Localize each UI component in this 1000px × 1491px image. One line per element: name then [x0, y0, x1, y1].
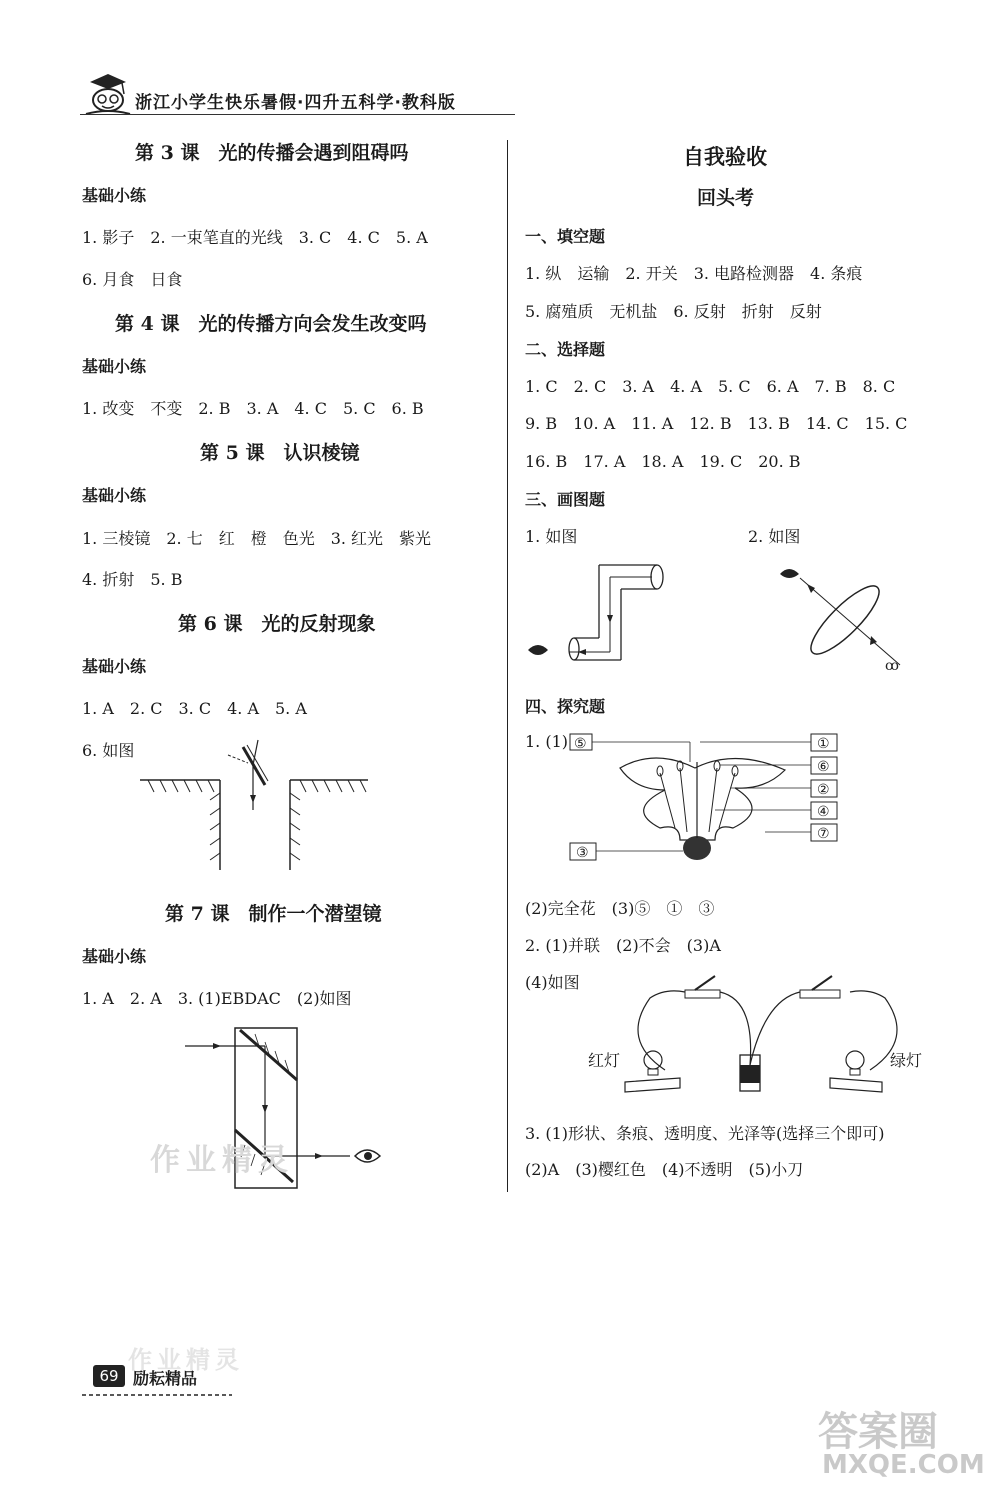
section-4-heading: 四、探究题 — [525, 697, 606, 716]
circuit-diagram — [620, 970, 923, 1100]
lesson-5-line-1: 1. 三棱镜 2. 七 红 橙 色光 3. 红光 紫光 — [82, 529, 432, 548]
flower-diagram — [565, 728, 865, 868]
flower-label-7: ⑦ — [817, 826, 830, 842]
section-2-line-2: 9. B 10. A 11. A 12. B 13. B 14. C 15. C — [525, 414, 908, 433]
section-1-line-1: 1. 纵 运输 2. 开关 3. 电路检测器 4. 条痕 — [525, 264, 863, 283]
section-2-line-1: 1. C 2. C 3. A 4. A 5. C 6. A 7. B 8. C — [525, 377, 896, 396]
footer-rule — [82, 1393, 242, 1399]
lesson-4-line-1: 1. 改变 不变 2. B 3. A 4. C 5. C 6. B — [82, 399, 424, 418]
self-check-title: 自我验收 — [683, 144, 767, 169]
svg-text:ꝏ: ꝏ — [885, 658, 899, 674]
lesson-6-title: 第 6 课 光的反射现象 — [178, 613, 376, 635]
section-3-fig-1-label: 1. 如图 — [525, 527, 578, 546]
site-logo: 答案圈 — [818, 1409, 938, 1455]
lens-figure — [775, 560, 925, 680]
green-lamp-label: 绿灯 — [890, 1051, 923, 1070]
flower-label-1: ① — [817, 736, 830, 752]
flower-label-4: ④ — [817, 804, 830, 820]
flower-label-2: ② — [817, 782, 830, 798]
lesson-6-line-2: 6. 如图 — [82, 741, 135, 760]
header-rule — [80, 114, 515, 115]
section-1-line-2: 5. 腐殖质 无机盐 6. 反射 折射 反射 — [525, 302, 822, 321]
pipe-light-figure — [524, 560, 694, 680]
lesson-5-sub: 基础小练 — [82, 486, 147, 505]
lesson-7-title: 第 7 课 制作一个潜望镜 — [165, 903, 382, 925]
section-3-fig-2-label: 2. 如图 — [748, 527, 801, 546]
q2-line-2: (4)如图 — [525, 973, 580, 992]
lesson-5-title: 第 5 课 认识棱镜 — [200, 442, 360, 464]
review-subtitle: 回头考 — [697, 187, 755, 209]
page-number: 69 — [93, 1365, 125, 1387]
q2-line-1: 2. (1)并联 (2)不会 (3)A — [525, 936, 721, 955]
lesson-6-sub: 基础小练 — [82, 657, 147, 676]
section-1-heading: 一、填空题 — [525, 227, 606, 246]
lesson-3-line-2: 6. 月食 日食 — [82, 270, 183, 289]
red-lamp-label: 红灯 — [588, 1051, 621, 1070]
q1-prefix: 1. (1) — [525, 732, 569, 751]
brand-name: 励耘精品 — [133, 1369, 198, 1388]
lesson-5-line-2: 4. 折射 5. B — [82, 570, 183, 589]
lesson-4-title: 第 4 课 光的传播方向会发生改变吗 — [115, 313, 427, 335]
q1-line-2: (2)完全花 (3)⑤ ① ③ — [525, 899, 715, 918]
q3-line-2: (2)A (3)樱红色 (4)不透明 (5)小刀 — [525, 1160, 804, 1179]
lesson-3-sub: 基础小练 — [82, 186, 147, 205]
lesson-3-title: 第 3 课 光的传播会遇到阻碍吗 — [135, 142, 409, 164]
watermark-2: 作业精灵 — [128, 1345, 244, 1374]
q3-line-1: 3. (1)形状、条痕、透明度、光泽等(选择三个即可) — [525, 1124, 885, 1143]
section-2-line-3: 16. B 17. A 18. A 19. C 20. B — [525, 452, 801, 471]
reflection-figure — [140, 735, 390, 875]
lesson-3-line-1: 1. 影子 2. 一束笔直的光线 3. C 4. C 5. A — [82, 228, 428, 247]
lesson-7-line-1: 1. A 2. A 3. (1)EBDAC (2)如图 — [82, 989, 352, 1008]
mascot-icon — [82, 72, 132, 116]
header-title: 浙江小学生快乐暑假·四升五科学·教科版 — [135, 93, 456, 113]
column-divider — [507, 140, 508, 1192]
lesson-7-sub: 基础小练 — [82, 947, 147, 966]
lesson-4-sub: 基础小练 — [82, 357, 147, 376]
flower-label-6: ⑥ — [817, 759, 830, 775]
section-3-heading: 三、画图题 — [525, 490, 606, 509]
site-url: MXQE.COM — [822, 1450, 985, 1480]
flower-label-5: ⑤ — [574, 736, 587, 752]
lesson-6-line-1: 1. A 2. C 3. C 4. A 5. A — [82, 699, 307, 718]
page-header — [80, 70, 520, 118]
section-2-heading: 二、选择题 — [525, 340, 606, 359]
flower-label-3: ③ — [576, 845, 589, 861]
watermark-1: 作业精灵 — [150, 1143, 294, 1178]
